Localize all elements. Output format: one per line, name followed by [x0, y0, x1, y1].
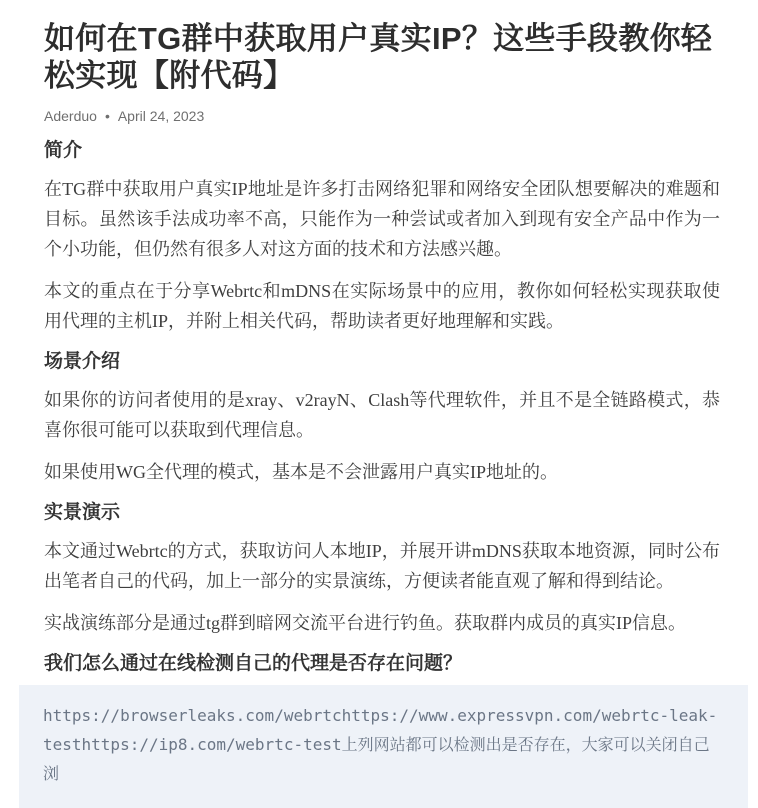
byline-separator-icon: • [104, 108, 110, 124]
paragraph-intro-2: 本文的重点在于分享Webrtc和mDNS在实际场景中的应用，教你如何轻松实现获取使用代理的主机IP，并附上相关代码，帮助读者更好地理解和实践。 [44, 281, 720, 331]
page-title: 如何在TG群中获取用户真实IP？这些手段教你轻松实现【附代码】 [44, 21, 713, 93]
section-heading-intro: 简介 [44, 140, 83, 161]
paragraph-scenario-1: 如果你的访问者使用的是xray、v2rayN、Clash等代理软件，并且不是全链路模式，恭喜你很可能可以获取到代理信息。 [44, 390, 720, 440]
section-heading-demo: 实景演示 [44, 502, 121, 523]
author-name: Aderduo [44, 108, 97, 124]
byline [44, 108, 720, 125]
section-heading-scenario: 场景介绍 [44, 351, 121, 372]
post-date: April 24, 2023 [117, 108, 205, 124]
paragraph-intro-1: 在TG群中获取用户真实IP地址是许多打击网络犯罪和网络安全团队想要解决的难题和目标。虽然该手法成功率不高，只能作为一种尝试或者加入到现有安全产品中作为一个小功能，但仍然有很多人对这方面的技术和方法感兴趣。 [44, 179, 720, 259]
code-block-detection-urls: https://browserleaks.com/webrtchttps://www.expressvpn.com/webrtc-leak-testhttps://ip8.com/webrtc-test上列网站都可以检测出是否存在，大家可以关闭自己浏 [19, 685, 748, 808]
section-heading-detection-question: 我们怎么通过在线检测自己的代理是否存在问题？ [44, 653, 463, 674]
paragraph-demo-2: 实战演练部分是通过tg群到暗网交流平台进行钓鱼。获取群内成员的真实IP信息。 [44, 613, 687, 633]
paragraph-scenario-2: 如果使用WG全代理的模式，基本是不会泄露用户真实IP地址的。 [44, 462, 558, 482]
paragraph-demo-1: 本文通过Webrtc的方式，获取访问人本地IP，并展开讲mDNS获取本地资源，同时公布出笔者自己的代码，加上一部分的实景演练，方便读者能直观了解和得到结论。 [44, 541, 720, 591]
